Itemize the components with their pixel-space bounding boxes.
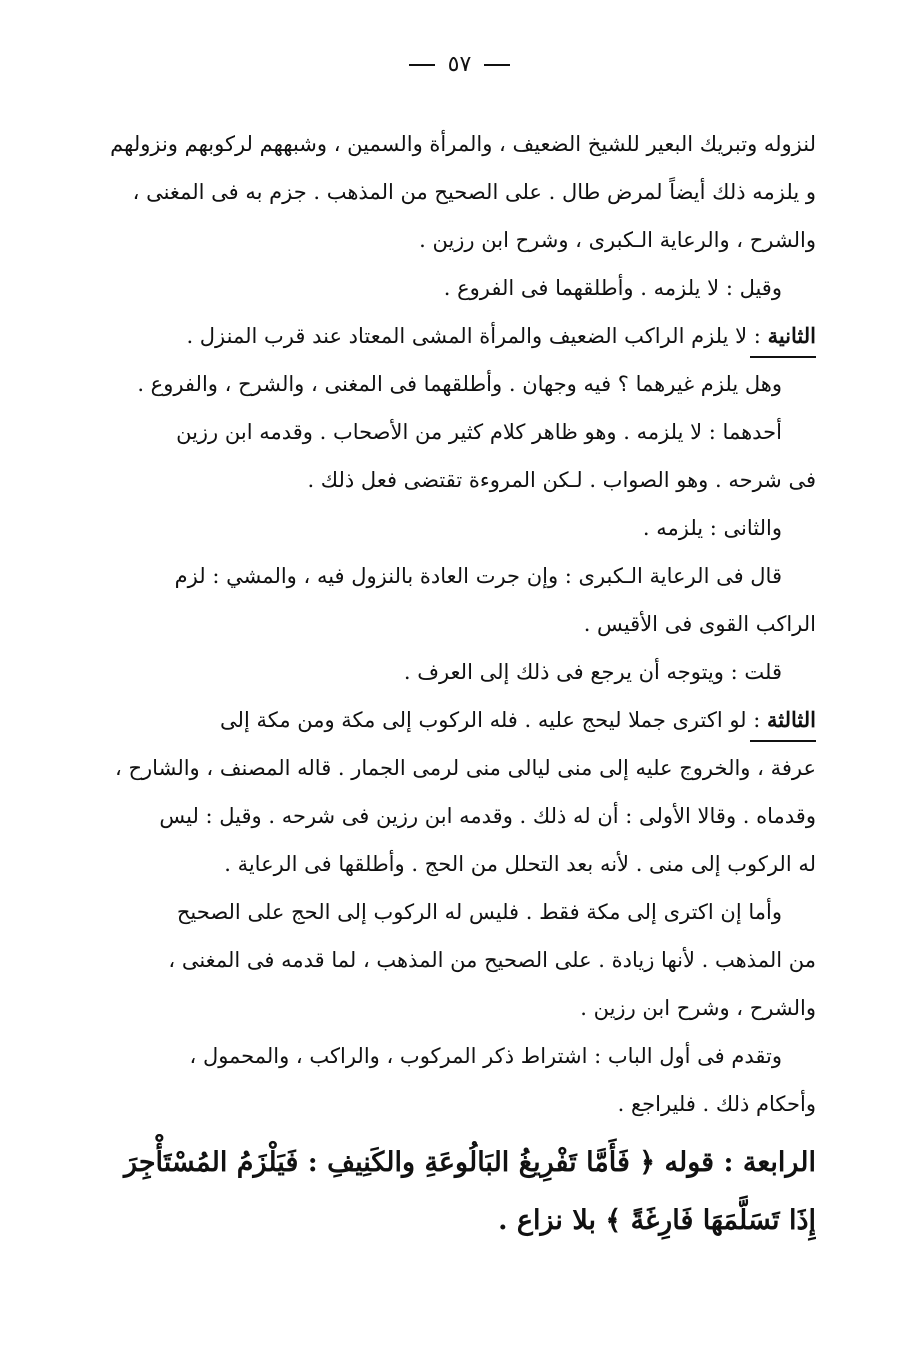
text-line: والشرح ، وشرح ابن رزين . — [580, 996, 816, 1020]
quoted-text: : قوله ﴿ فَأَمَّا تَفْرِيغُ البَالُوعَةِ والكَنِيفِ : فَيَلْزَمُ المُسْتَأْجِرَ — [123, 1147, 734, 1178]
section-line-third — [110, 696, 816, 744]
text-line: وتقدم فى أول الباب : اشتراط ذكر المركوب ، والراكب ، والمحمول ، — [189, 1044, 782, 1068]
text-line: وقدماه . وقالا الأولى : أن له ذلك . وقدمه ابن رزين فى شرحه . وقيل : ليس — [159, 804, 816, 828]
text-line: من المذهب . لأنها زيادة . على الصحيح من المذهب ، لما قدمه فى المغنى ، — [168, 948, 816, 972]
text-line: والثانى : يلزمه . — [642, 516, 782, 540]
section-line-fourth — [110, 1134, 816, 1192]
text-line: الراكب القوى فى الأقيس . — [583, 612, 816, 636]
folio-dash — [484, 64, 510, 66]
section-label-second: الثانية — [767, 323, 816, 348]
section-line-second — [110, 312, 816, 360]
text-line: وأما إن اكترى إلى مكة فقط . فليس له الركوب إلى الحج على الصحيح — [176, 900, 782, 924]
folio-dash — [409, 64, 435, 66]
section-text: : لو اكترى جملا ليحج عليه . فله الركوب إلى مكة ومن مكة إلى — [220, 708, 761, 732]
text-line: عرفة ، والخروج عليه إلى منى ليالى منى لرمى الجمار . قاله المصنف ، والشارح ، — [115, 756, 816, 780]
text-line: قلت : ويتوجه أن يرجع فى ذلك إلى العرف . — [403, 660, 782, 684]
text-line: قال فى الرعاية الـكبرى : وإن جرت العادة بالنزول فيه ، والمشي : لزم — [174, 564, 782, 588]
text-line: فى شرحه . وهو الصواب . لـكن المروءة تقتضى فعل ذلك . — [307, 468, 816, 492]
text-line: وقيل : لا يلزمه . وأطلقهما فى الفروع . — [443, 276, 782, 300]
text-line: والشرح ، والرعاية الـكبرى ، وشرح ابن رزين . — [419, 228, 816, 252]
body-text — [110, 120, 816, 1250]
page-number — [0, 52, 919, 77]
text-line: له الركوب إلى منى . لأنه بعد التحلل من الحج . وأطلقها فى الرعاية . — [224, 852, 816, 876]
quoted-text-continued: إِذَا تَسَلَّمَهَا فَارِغَةً ﴾ بلا نزاع . — [498, 1205, 816, 1236]
text-line: لنزوله وتبريك البعير للشيخ الضعيف ، والمرأة والسمين ، وشبههم لركوبهم ونزولهم — [110, 132, 816, 156]
text-line: وهل يلزم غيرهما ؟ فيه وجهان . وأطلقهما فى المغنى ، والشرح ، والفروع . — [137, 372, 782, 396]
text-line: أحدهما : لا يلزمه . وهو ظاهر كلام كثير من الأصحاب . وقدمه ابن رزين — [176, 420, 782, 444]
page-number-text: ٥٧ — [447, 52, 472, 77]
section-text: : لا يلزم الراكب الضعيف والمرأة المشى المعتاد عند قرب المنزل . — [186, 324, 761, 348]
section-label-fourth: الرابعة — [742, 1147, 816, 1178]
text-line: و يلزمه ذلك أيضاً لمرض طال . على الصحيح من المذهب . جزم به فى المغنى ، — [132, 180, 816, 204]
section-label-third: الثالثة — [767, 707, 816, 732]
text-line: وأحكام ذلك . فليراجع . — [617, 1092, 816, 1116]
